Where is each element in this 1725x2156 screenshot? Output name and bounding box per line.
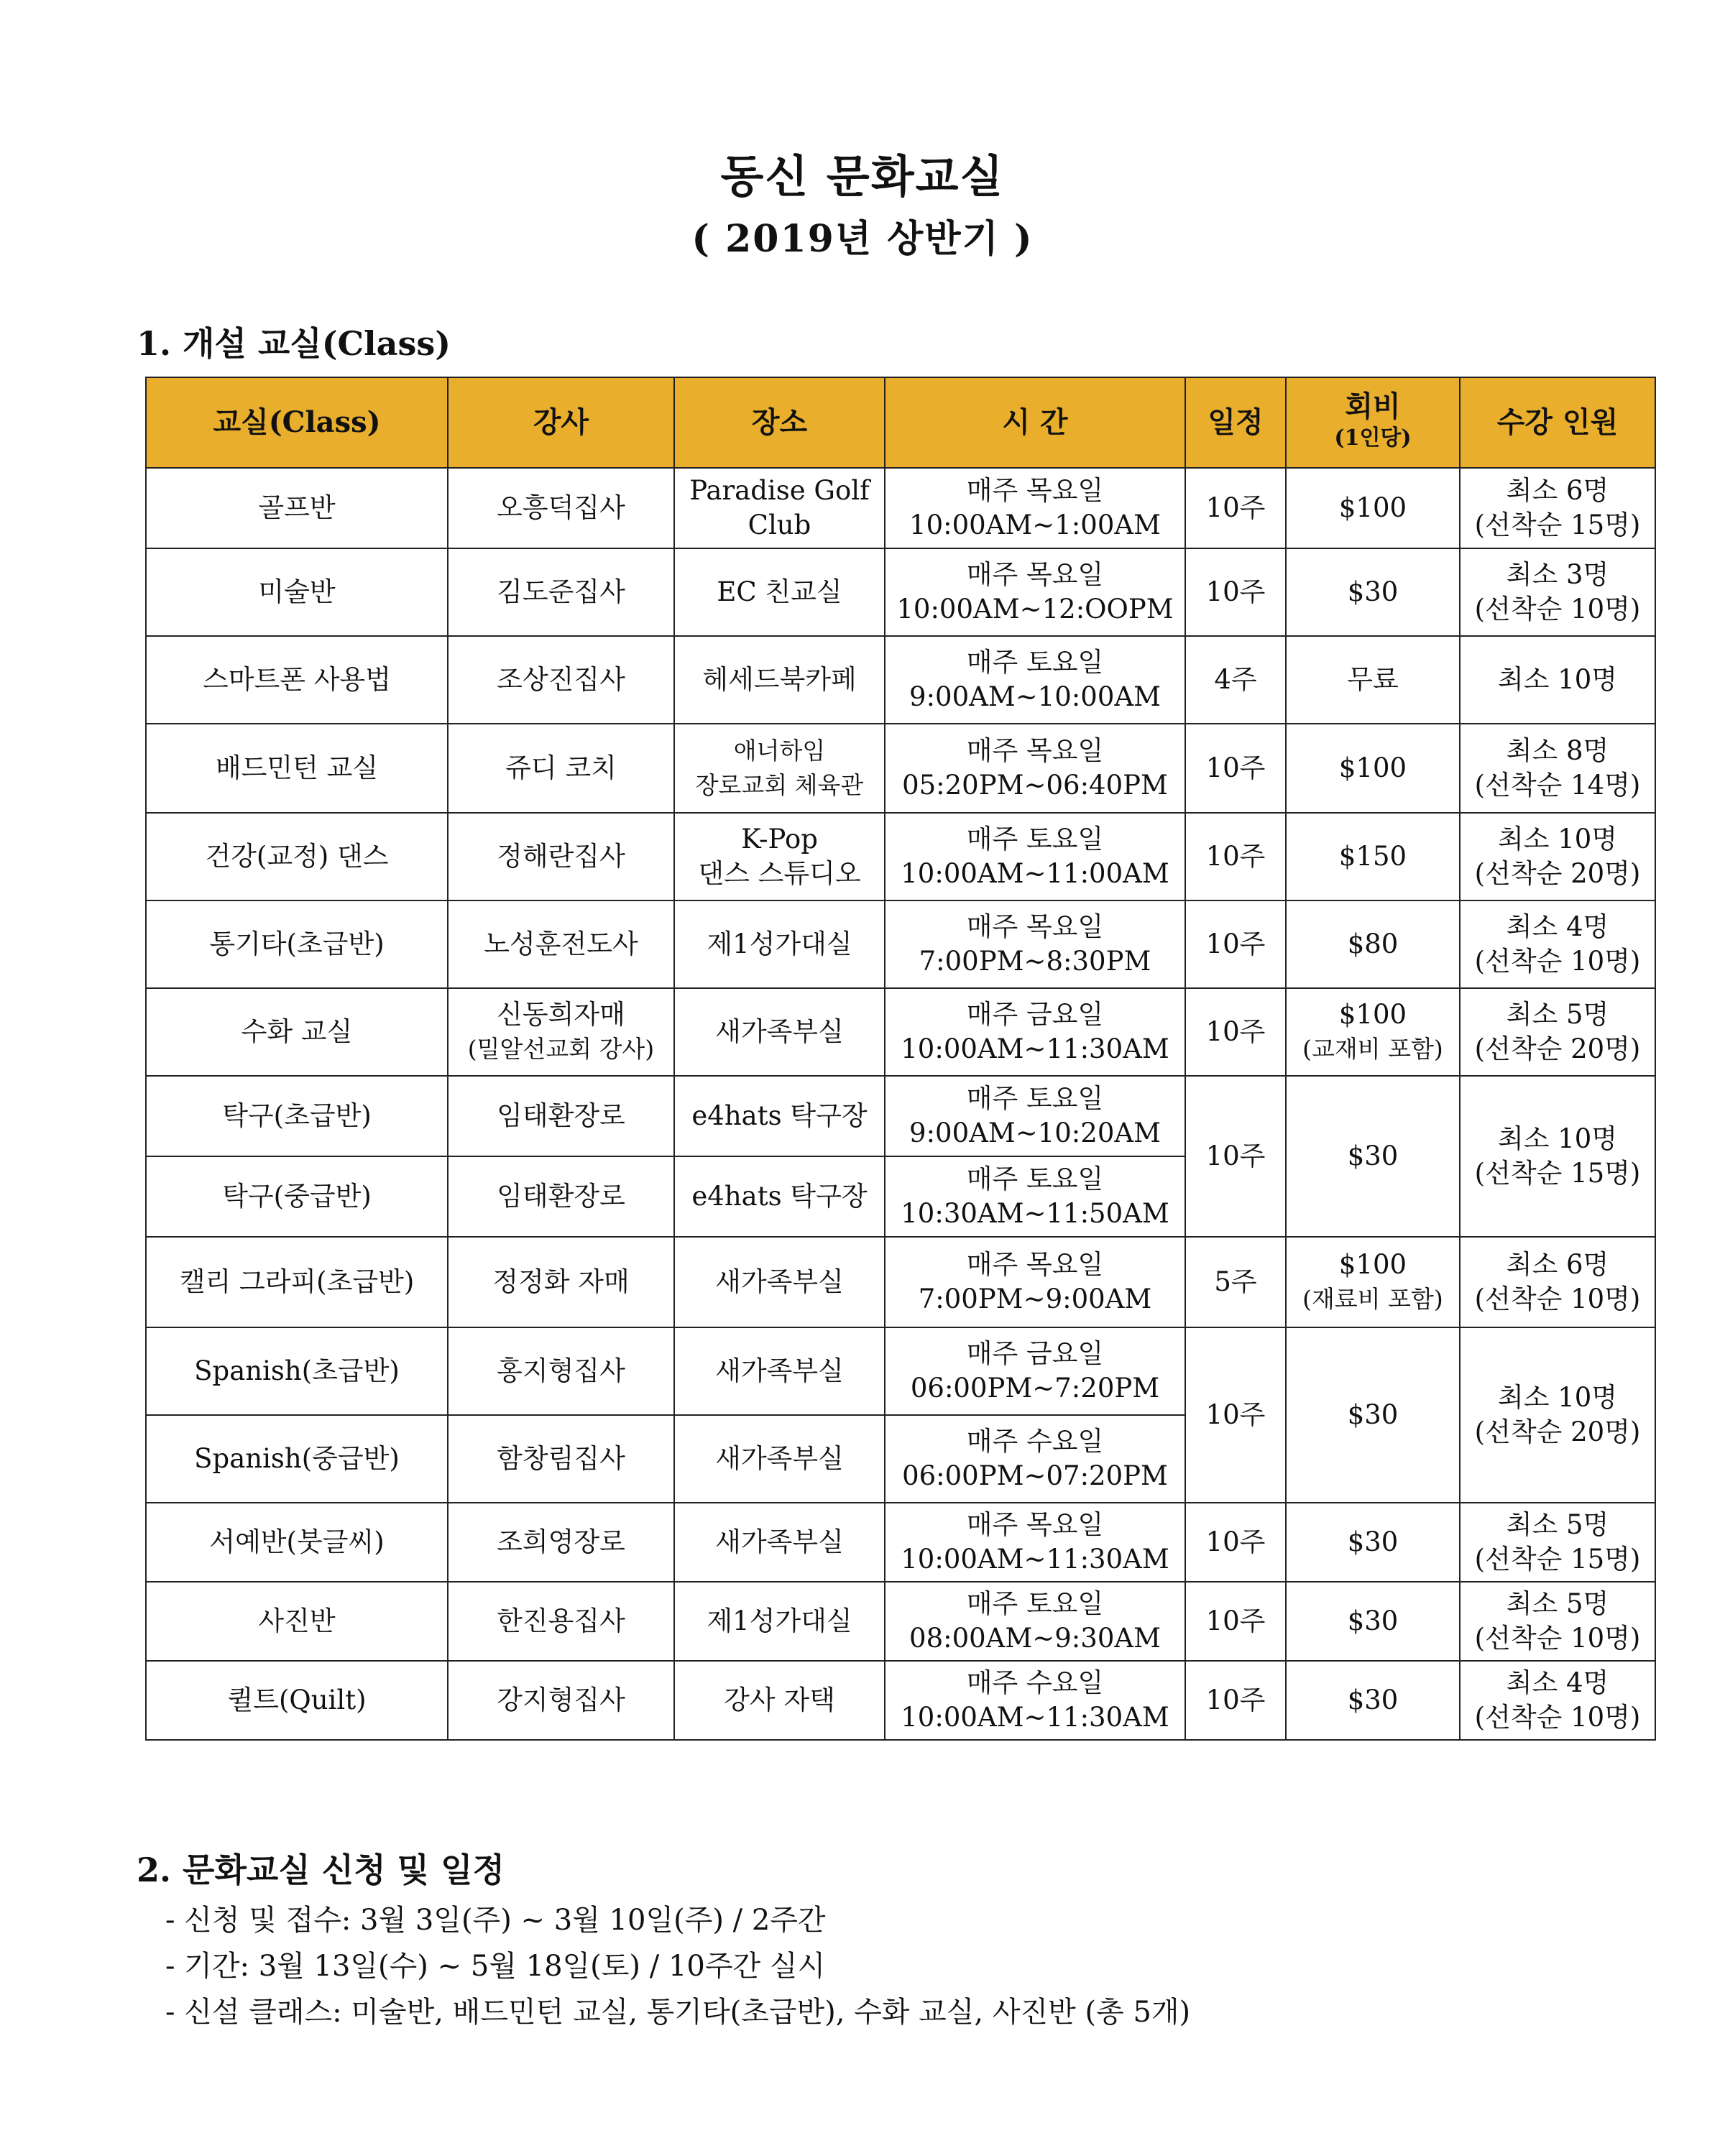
- time-hours: 05:20PM~06:40PM: [902, 770, 1168, 801]
- time-day: 매주 토요일: [966, 1588, 1104, 1619]
- cell-class: Spanish(중급반): [146, 1415, 448, 1503]
- cell-fee: $30: [1286, 1327, 1460, 1503]
- cell-class: 수화 교실: [146, 988, 448, 1076]
- time-day: 매주 금요일: [966, 1338, 1104, 1369]
- capacity-min: 최소 8명: [1506, 735, 1609, 766]
- cell-instructor: 조희영장로: [448, 1503, 674, 1582]
- header-fee: [1286, 377, 1460, 468]
- section-1-heading: 1. 개설 교실(Class): [137, 324, 451, 363]
- cell-place: 강사 자택: [674, 1661, 885, 1740]
- cell-time: [885, 1582, 1185, 1661]
- cell-schedule: 10주: [1185, 988, 1286, 1076]
- time-hours: 10:00AM~11:00AM: [901, 858, 1169, 889]
- section-2-heading: 2. 문화교실 신청 및 일정: [137, 1851, 505, 1889]
- cell-time: [885, 1156, 1185, 1237]
- time-day: 매주 수요일: [966, 1426, 1104, 1457]
- header-fee-sub: (1인당): [1334, 425, 1412, 451]
- capacity-min: 최소 3명: [1506, 559, 1609, 590]
- capacity-max: (선착순 10명): [1474, 946, 1641, 977]
- time-hours: 10:00AM~11:30AM: [901, 1544, 1169, 1575]
- cell-time: [885, 1237, 1185, 1327]
- cell-capacity: [1460, 1503, 1655, 1582]
- cell-place: 제1성가대실: [674, 900, 885, 988]
- cell-class: 미술반: [146, 548, 448, 636]
- cell-capacity: [1460, 468, 1655, 548]
- cell-instructor: 김도준집사: [448, 548, 674, 636]
- cell-instructor: 노성훈전도사: [448, 900, 674, 988]
- header-capacity: 수강 인원: [1460, 377, 1655, 468]
- cell-place: [674, 724, 885, 813]
- table-row: [146, 468, 1655, 548]
- time-day: 매주 토요일: [966, 824, 1104, 854]
- cell-instructor: 한진용집사: [448, 1582, 674, 1661]
- cell-time: [885, 1327, 1185, 1415]
- note-new-classes: - 신설 클래스: 미술반, 배드민턴 교실, 통기타(초급반), 수화 교실, 사진반 (총 5개): [165, 1996, 1191, 2029]
- capacity-max: (선착순 20명): [1474, 858, 1641, 889]
- cell-class: 탁구(초급반): [146, 1076, 448, 1156]
- capacity-min: 최소 10명: [1497, 1382, 1618, 1413]
- cell-class: 탁구(중급반): [146, 1156, 448, 1237]
- time-hours: 9:00AM~10:20AM: [909, 1118, 1161, 1148]
- page-title: 동신 문화교실: [720, 150, 1005, 203]
- cell-capacity: [1460, 1582, 1655, 1661]
- time-day: 매주 목요일: [966, 1509, 1104, 1540]
- cell-schedule: 10주: [1185, 724, 1286, 813]
- cell-schedule: 5주: [1185, 1237, 1286, 1327]
- capacity-min: 최소 10명: [1497, 1123, 1618, 1154]
- cell-place: e4hats 탁구장: [674, 1076, 885, 1156]
- cell-time: [885, 1076, 1185, 1156]
- cell-place: 새가족부실: [674, 1237, 885, 1327]
- cell-schedule: 10주: [1185, 468, 1286, 548]
- cell-schedule: 10주: [1185, 900, 1286, 988]
- cell-class: 골프반: [146, 468, 448, 548]
- header-place: 장소: [674, 377, 885, 468]
- time-day: 매주 목요일: [966, 475, 1104, 506]
- cell-capacity: [1460, 548, 1655, 636]
- cell-place: 새가족부실: [674, 1503, 885, 1582]
- capacity-min: 최소 5명: [1506, 999, 1609, 1030]
- cell-fee: $80: [1286, 900, 1460, 988]
- table-row: [146, 988, 1655, 1076]
- cell-class: 서예반(붓글씨): [146, 1503, 448, 1582]
- cell-capacity: 최소 10명: [1460, 636, 1655, 724]
- cell-time: [885, 468, 1185, 548]
- instructor-affiliation: (밀알선교회 강사): [467, 1035, 655, 1063]
- cell-time: [885, 1503, 1185, 1582]
- cell-time: [885, 1661, 1185, 1740]
- cell-fee: $30: [1286, 1076, 1460, 1237]
- fee-note: (재료비 포함): [1302, 1285, 1443, 1313]
- cell-class: 스마트폰 사용법: [146, 636, 448, 724]
- cell-instructor: 오흥덕집사: [448, 468, 674, 548]
- time-day: 매주 목요일: [966, 735, 1104, 766]
- table-row: [146, 1237, 1655, 1327]
- class-table: [145, 377, 1656, 1741]
- cell-schedule: 10주: [1185, 548, 1286, 636]
- instructor-name: 신동희자매: [497, 999, 625, 1030]
- table-row: [146, 724, 1655, 813]
- cell-fee: $100: [1286, 468, 1460, 548]
- cell-instructor: 쥬디 코치: [448, 724, 674, 813]
- cell-time: [885, 724, 1185, 813]
- place-line-1: Paradise Golf: [689, 475, 870, 506]
- cell-instructor: 정해란집사: [448, 813, 674, 900]
- time-hours: 10:30AM~11:50AM: [901, 1198, 1169, 1229]
- cell-capacity: [1460, 1076, 1655, 1237]
- capacity-max: (선착순 20명): [1474, 1416, 1641, 1447]
- header-schedule: 일정: [1185, 377, 1286, 468]
- capacity-max: (선착순 10명): [1474, 1623, 1641, 1654]
- cell-capacity: [1460, 813, 1655, 900]
- cell-fee: 무료: [1286, 636, 1460, 724]
- capacity-min: 최소 6명: [1506, 475, 1609, 506]
- table-row: [146, 1503, 1655, 1582]
- time-day: 매주 토요일: [966, 1164, 1104, 1194]
- capacity-min: 최소 10명: [1497, 824, 1618, 854]
- cell-time: [885, 548, 1185, 636]
- cell-capacity: [1460, 1237, 1655, 1327]
- cell-fee: $30: [1286, 1503, 1460, 1582]
- cell-instructor: 정정화 자매: [448, 1237, 674, 1327]
- cell-schedule: 10주: [1185, 1327, 1286, 1503]
- time-day: 매주 토요일: [966, 647, 1104, 678]
- header-class: 교실(Class): [146, 377, 448, 468]
- time-day: 매주 목요일: [966, 911, 1104, 942]
- capacity-min: 최소 5명: [1506, 1588, 1609, 1619]
- cell-place: e4hats 탁구장: [674, 1156, 885, 1237]
- cell-place: [674, 813, 885, 900]
- capacity-min: 최소 6명: [1506, 1249, 1609, 1280]
- cell-instructor: [448, 988, 674, 1076]
- cell-time: [885, 900, 1185, 988]
- table-row: [146, 1327, 1655, 1415]
- fee-amount: $100: [1338, 1249, 1407, 1280]
- cell-instructor: 강지형집사: [448, 1661, 674, 1740]
- cell-instructor: 홍지형집사: [448, 1327, 674, 1415]
- cell-fee: [1286, 1237, 1460, 1327]
- cell-instructor: 임태환장로: [448, 1156, 674, 1237]
- capacity-max: (선착순 15명): [1474, 1158, 1641, 1189]
- capacity-max: (선착순 10명): [1474, 1702, 1641, 1733]
- time-hours: 10:00AM~11:30AM: [901, 1033, 1169, 1064]
- place-line-2: 장로교회 체육관: [695, 771, 864, 799]
- place-line-1: K-Pop: [741, 824, 818, 854]
- header-fee-label: 회비: [1345, 390, 1401, 423]
- cell-class: 배드민턴 교실: [146, 724, 448, 813]
- time-day: 매주 목요일: [966, 559, 1104, 590]
- capacity-max: (선착순 10명): [1474, 594, 1641, 625]
- capacity-min: 최소 5명: [1506, 1509, 1609, 1540]
- page-subtitle: ( 2019년 상반기 ): [691, 217, 1034, 261]
- cell-class: Spanish(초급반): [146, 1327, 448, 1415]
- place-line-2: 댄스 스튜디오: [698, 858, 861, 889]
- table-header-row: [146, 377, 1655, 468]
- capacity-min: 최소 4명: [1506, 1667, 1609, 1698]
- time-hours: 10:00AM~11:30AM: [901, 1702, 1169, 1733]
- time-hours: 08:00AM~9:30AM: [909, 1623, 1161, 1654]
- cell-schedule: 10주: [1185, 1076, 1286, 1237]
- capacity-max: (선착순 14명): [1474, 770, 1641, 801]
- cell-time: [885, 636, 1185, 724]
- time-hours: 7:00PM~8:30PM: [919, 946, 1151, 977]
- time-hours: 06:00PM~7:20PM: [910, 1373, 1160, 1404]
- cell-instructor: 함창림집사: [448, 1415, 674, 1503]
- table-row: [146, 813, 1655, 900]
- time-day: 매주 수요일: [966, 1667, 1104, 1698]
- fee-amount: $100: [1338, 999, 1407, 1030]
- capacity-min: 최소 4명: [1506, 911, 1609, 942]
- header-instructor: 강사: [448, 377, 674, 468]
- table-row: [146, 900, 1655, 988]
- table-row: [146, 636, 1655, 724]
- cell-schedule: 10주: [1185, 1661, 1286, 1740]
- capacity-max: (선착순 15명): [1474, 1544, 1641, 1575]
- cell-class: 퀼트(Quilt): [146, 1661, 448, 1740]
- time-day: 매주 토요일: [966, 1083, 1104, 1114]
- cell-fee: [1286, 988, 1460, 1076]
- cell-fee: $30: [1286, 548, 1460, 636]
- cell-place: 새가족부실: [674, 1415, 885, 1503]
- note-period: - 기간: 3월 13일(수) ~ 5월 18일(토) / 10주간 실시: [165, 1950, 826, 1983]
- note-registration: - 신청 및 접수: 3월 3일(주) ~ 3월 10일(주) / 2주간: [165, 1904, 826, 1937]
- time-hours: 7:00PM~9:00AM: [918, 1284, 1152, 1314]
- cell-fee: $150: [1286, 813, 1460, 900]
- header-time: 시 간: [885, 377, 1185, 468]
- capacity-max: (선착순 20명): [1474, 1033, 1641, 1064]
- time-day: 매주 목요일: [966, 1249, 1104, 1280]
- cell-place: 새가족부실: [674, 988, 885, 1076]
- table-row: [146, 1661, 1655, 1740]
- time-day: 매주 금요일: [966, 999, 1104, 1030]
- cell-place: [674, 468, 885, 548]
- table-row: [146, 1582, 1655, 1661]
- cell-schedule: 10주: [1185, 1582, 1286, 1661]
- cell-time: [885, 988, 1185, 1076]
- place-line-2: Club: [748, 510, 811, 540]
- cell-place: 헤세드북카페: [674, 636, 885, 724]
- cell-capacity: [1460, 900, 1655, 988]
- time-hours: 9:00AM~10:00AM: [909, 681, 1161, 712]
- cell-schedule: 4주: [1185, 636, 1286, 724]
- time-hours: 10:00AM~12:OOPM: [896, 594, 1174, 625]
- cell-class: 건강(교정) 댄스: [146, 813, 448, 900]
- cell-capacity: [1460, 1327, 1655, 1503]
- table-row: [146, 548, 1655, 636]
- cell-class: 통기타(초급반): [146, 900, 448, 988]
- fee-note: (교재비 포함): [1302, 1035, 1443, 1063]
- cell-instructor: 임태환장로: [448, 1076, 674, 1156]
- cell-place: 새가족부실: [674, 1327, 885, 1415]
- schedule-notes: [165, 1897, 1190, 2035]
- cell-fee: $30: [1286, 1661, 1460, 1740]
- cell-class: 사진반: [146, 1582, 448, 1661]
- cell-schedule: 10주: [1185, 813, 1286, 900]
- capacity-max: (선착순 10명): [1474, 1284, 1641, 1314]
- time-hours: 10:00AM~1:00AM: [909, 510, 1161, 540]
- cell-class: 캘리 그라피(초급반): [146, 1237, 448, 1327]
- cell-place: EC 친교실: [674, 548, 885, 636]
- cell-time: [885, 813, 1185, 900]
- cell-capacity: [1460, 1661, 1655, 1740]
- cell-time: [885, 1415, 1185, 1503]
- place-line-1: 애너하임: [733, 737, 826, 765]
- cell-capacity: [1460, 724, 1655, 813]
- time-hours: 06:00PM~07:20PM: [902, 1460, 1168, 1491]
- cell-capacity: [1460, 988, 1655, 1076]
- capacity-max: (선착순 15명): [1474, 510, 1641, 540]
- cell-fee: $100: [1286, 724, 1460, 813]
- cell-fee: $30: [1286, 1582, 1460, 1661]
- table-row: [146, 1076, 1655, 1156]
- cell-instructor: 조상진집사: [448, 636, 674, 724]
- cell-schedule: 10주: [1185, 1503, 1286, 1582]
- cell-place: 제1성가대실: [674, 1582, 885, 1661]
